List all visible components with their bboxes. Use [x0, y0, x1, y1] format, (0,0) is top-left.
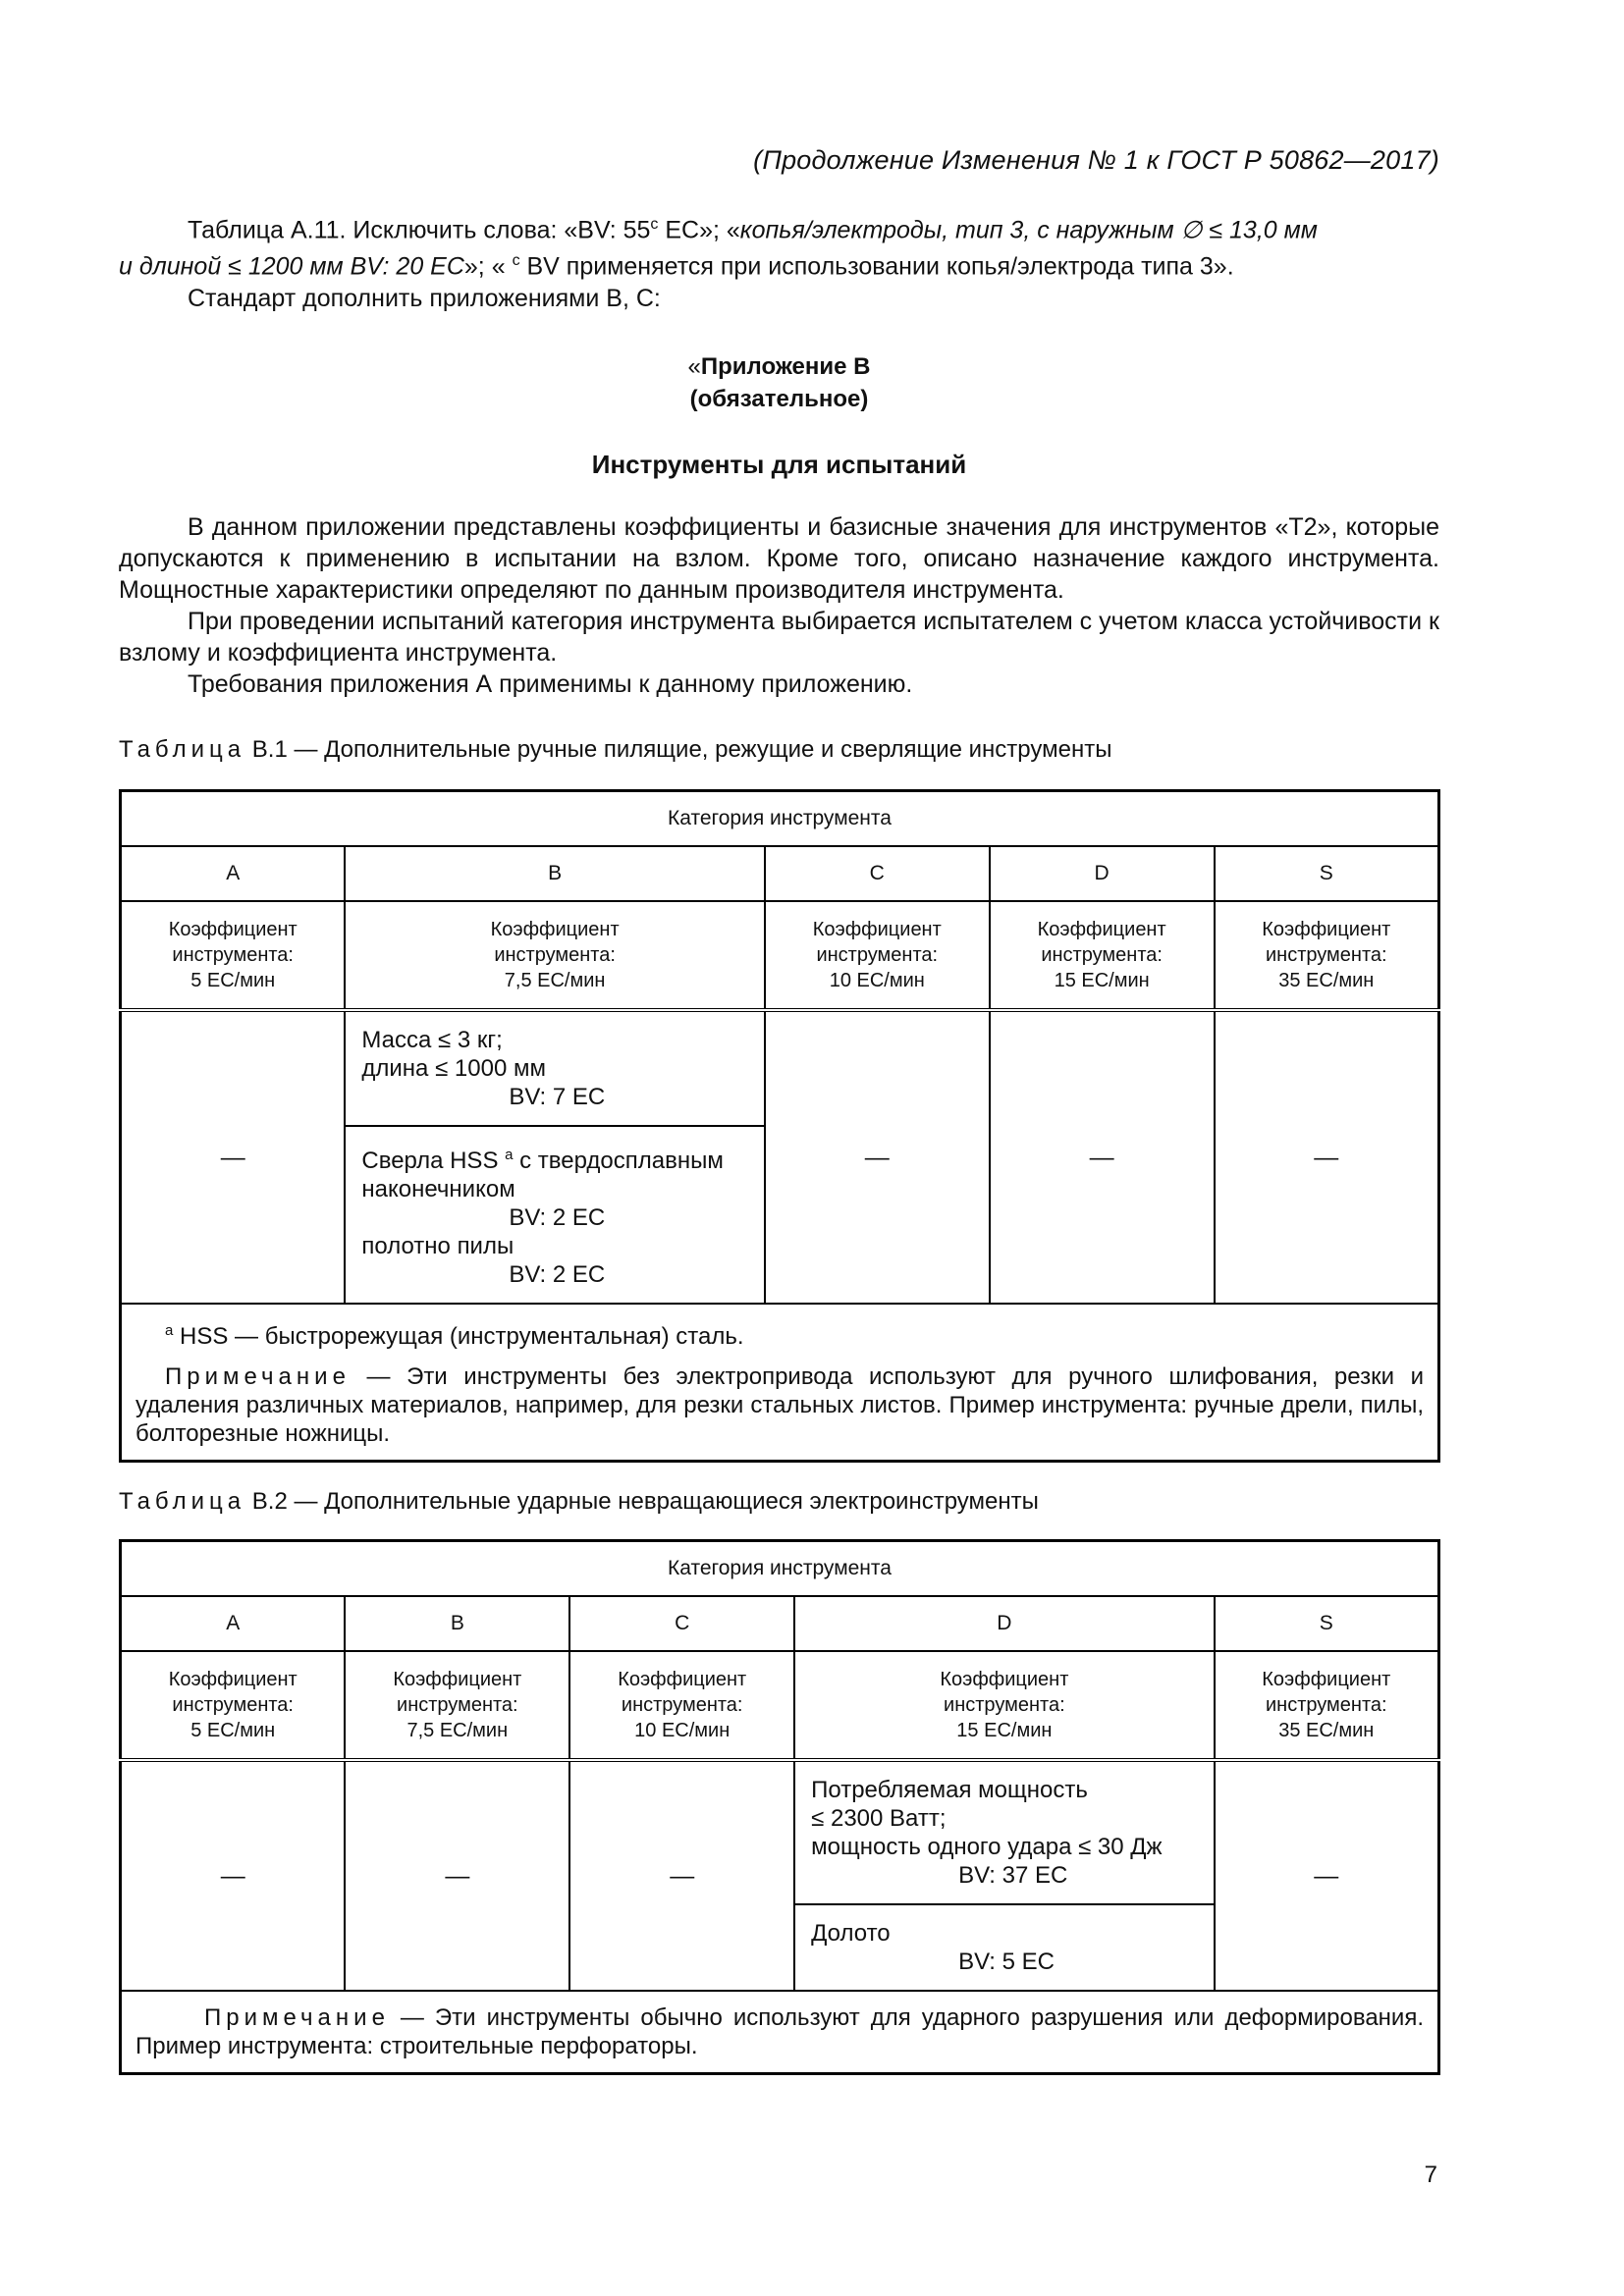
table1-cell-d-dash: — [990, 1010, 1215, 1304]
table1-coef-c: Коэффициент инструмента: 10 ЕС/мин [765, 901, 990, 1010]
table1-footnote-note [121, 1304, 1439, 1462]
body-paragraph-2: При проведении испытаний категория инструмента выбирается испытателем с учетом класса устойчивости к взлому и коэффициента инструмента. [119, 608, 1439, 667]
table2-cell-b-dash: — [345, 1760, 569, 1991]
appendix-title-block: «Приложение В (обязательное) [119, 350, 1439, 415]
table2-col-c: C [569, 1596, 794, 1651]
table2-coef-d: Коэффициент инструмента: 15 ЕС/мин [794, 1651, 1214, 1760]
body-paragraph-3: Требования приложения А применимы к данному приложению. [188, 670, 913, 698]
table1-cell-c-dash: — [765, 1010, 990, 1304]
table2-cell-s-dash: — [1215, 1760, 1439, 1991]
intro-line-3: Стандарт дополнить приложениями В, С: [188, 284, 661, 312]
appendix-heading: Инструменты для испытаний [591, 450, 967, 479]
table2-coef-c: Коэффициент инструмента: 10 ЕС/мин [569, 1651, 794, 1760]
table2-coef-s: Коэффициент инструмента: 35 ЕС/мин [1215, 1651, 1439, 1760]
table2-note: Примечание — Эти инструменты обычно используют для ударного разрушения или деформирования. Пример инструмента: строительные перфораторы. [121, 1991, 1439, 2074]
table1-cell-a-dash: — [121, 1010, 346, 1304]
table1-footnote: $^a$ HSS — быстрорежущая (инструментальная) сталь. [165, 1322, 744, 1350]
table2-col-d: D [794, 1596, 1214, 1651]
table-b2 [119, 1539, 1440, 2075]
page-number: 7 [1424, 2162, 1437, 2188]
table1-col-b: B [345, 846, 764, 901]
table2-category-header: Категория инструмента [121, 1541, 1439, 1597]
table2-cell-c-dash: — [569, 1760, 794, 1991]
table2-caption: Таблица В.2 — Дополнительные ударные невращающиеся электроинструменты [119, 1488, 1039, 1515]
table2-cell-a-dash: — [121, 1760, 346, 1991]
table1-caption: Таблица В.1 — Дополнительные ручные пилящие, режущие и сверлящие инструменты [119, 736, 1112, 763]
intro-line-2: и длиной ≤ 1200 мм BV: 20 ЕС»; « $^c$ BV применяется при использовании копья/электрода типа 3». [119, 252, 1234, 281]
table2-coef-b: Коэффициент инструмента: 7,5 ЕС/мин [345, 1651, 569, 1760]
table1-col-a: A [121, 846, 346, 901]
appendix-status: (обязательное) [689, 386, 869, 412]
table2-col-a: A [121, 1596, 346, 1651]
table1-category-header: Категория инструмента [121, 791, 1439, 847]
table1-col-d: D [990, 846, 1215, 901]
table1-coef-a: Коэффициент инструмента: 5 ЕС/мин [121, 901, 346, 1010]
table1-note: Примечание — Эти инструменты без электропривода используют для ручного шлифования, резки и удаления различных материалов, например, для резки стальных листов. Пример инструмента: ручные дрели, пилы, болторезные ножницы. [135, 1363, 1424, 1447]
running-header: (Продолжение Изменения № 1 к ГОСТ Р 50862—2017) [753, 145, 1439, 175]
body-text [119, 511, 1439, 700]
appendix-title: Приложение В [700, 353, 871, 380]
intro-block [119, 209, 1439, 314]
table2-col-s: S [1215, 1596, 1439, 1651]
table1-coef-d: Коэффициент инструмента: 15 ЕС/мин [990, 901, 1215, 1010]
table1-cell-b-mass: Масса ≤ 3 кг; длина ≤ 1000 мм BV: 7 ЕС [345, 1010, 764, 1126]
table2-cell-d-power: Потребляемая мощность ≤ 2300 Ватт; мощность одного удара ≤ 30 Дж BV: 37 ЕС [794, 1760, 1214, 1904]
table1-cell-s-dash: — [1215, 1010, 1439, 1304]
table1-cell-b-drills: Сверла HSS $^a$ с твердосплавным наконечником BV: 2 ЕС полотно пилы BV: 2 ЕС [345, 1126, 764, 1304]
table2-cell-d-chisel: Долото BV: 5 ЕС [794, 1904, 1214, 1991]
table1-col-s: S [1215, 846, 1439, 901]
table1-coef-s: Коэффициент инструмента: 35 ЕС/мин [1215, 901, 1439, 1010]
intro-line-1: Таблица А.11. Исключить слова: «BV: 55$^c$ ЕС»; «копья/электроды, тип 3, с наружным ∅ ≤ 13,0 мм [188, 216, 1318, 244]
table1-coef-b: Коэффициент инструмента: 7,5 ЕС/мин [345, 901, 764, 1010]
table2-col-b: B [345, 1596, 569, 1651]
table2-coef-a: Коэффициент инструмента: 5 ЕС/мин [121, 1651, 346, 1760]
body-paragraph-1: В данном приложении представлены коэффициенты и базисные значения для инструментов «Т2», которые допускаются к применению в испытании на взлом. Кроме того, описано назначение каждого инструмента. Мощностные характеристики определяют по данным производителя инструмента. [119, 513, 1439, 604]
table-b1 [119, 789, 1440, 1463]
table1-col-c: C [765, 846, 990, 901]
